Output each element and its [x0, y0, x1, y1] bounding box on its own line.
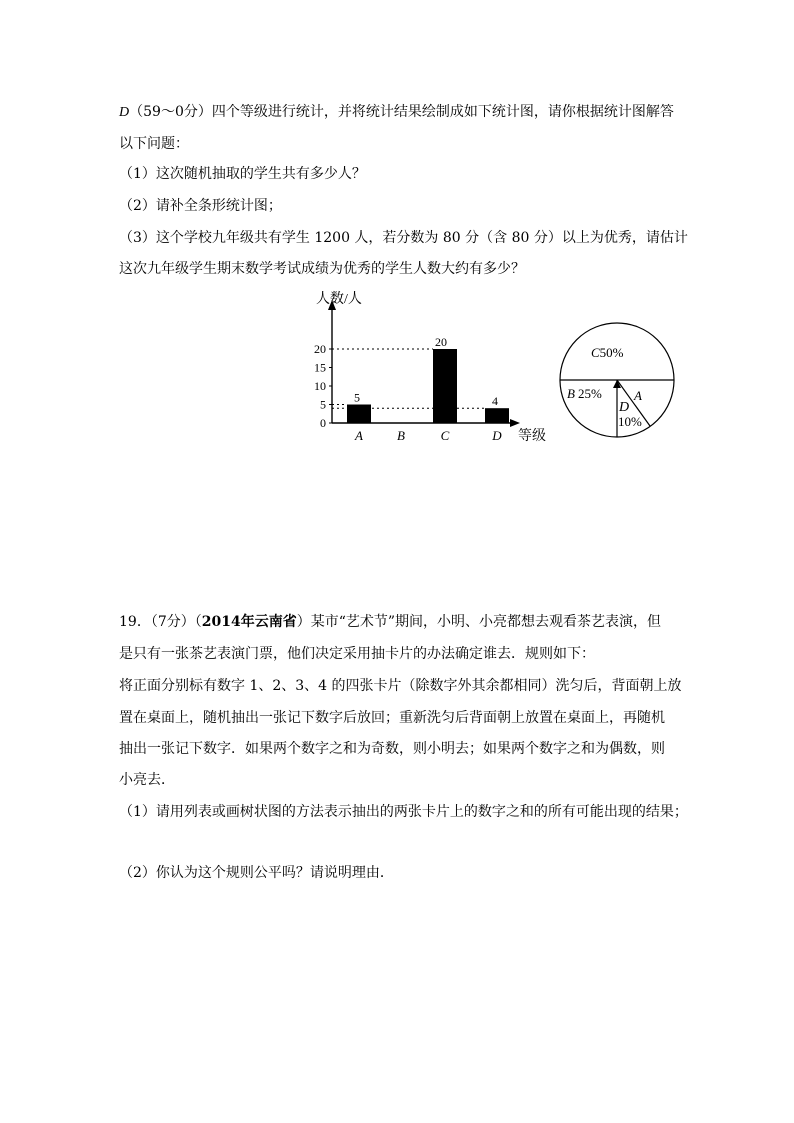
- q18-sub3-line1: （3）这个学校九年级共有学生 1200 人，若分数为 80 分（含 80 分）以上为优秀，请估计: [119, 230, 688, 246]
- q18-intro-line2: 以下问题：: [119, 136, 189, 152]
- statistics-figure-svg: [300, 286, 690, 448]
- q19-sub2: （2）你认为这个规则公平吗？请说明理由．: [119, 865, 394, 881]
- y-tick-label-10: 10: [314, 379, 326, 393]
- q19-source: 2014年云南省: [201, 614, 297, 630]
- x-category-label-A: A: [355, 428, 363, 443]
- q19-line2: 是只有一张茶艺表演门票，他们决定采用抽卡片的办法确定谁去．规则如下：: [119, 646, 595, 662]
- x-category-label-D: D: [492, 428, 502, 443]
- q18-sub3-line2: 这次九年级学生期末数学考试成绩为优秀的学生人数大约有多少？: [119, 261, 525, 277]
- bar-value-label-D: 4: [492, 394, 498, 409]
- q19-number: 19．（7分）（: [119, 614, 202, 630]
- q18-sub2: （2）请补全条形统计图；: [119, 198, 282, 214]
- pie-b-letter: B: [567, 386, 575, 401]
- q18-intro-line1: [119, 102, 674, 123]
- y-tick-label-0: 0: [320, 416, 326, 430]
- x-category-label-B: B: [397, 428, 405, 443]
- bar-value-label-C: 20: [435, 335, 447, 349]
- y-axis-label: 人数/人: [316, 292, 362, 307]
- statistics-figure: [300, 286, 690, 448]
- q18-sub1: （1）这次随机抽取的学生共有多少人？: [119, 166, 366, 182]
- pie-label-a: A: [634, 388, 642, 403]
- pie-label-d: D: [619, 400, 630, 415]
- y-tick-label-5: 5: [320, 397, 326, 412]
- x-category-label-C: C: [440, 428, 450, 443]
- pie-label-b: [567, 386, 602, 401]
- pie-chart: [560, 323, 674, 437]
- q19-line3: 将正面分别标有数字 1、2、3、4 的四张卡片（除数字外其余都相同）洗匀后，背面朝上放: [119, 678, 682, 694]
- x-axis-label: 等级: [518, 429, 546, 444]
- pie-c-letter: C: [591, 345, 600, 360]
- bar-A: [347, 405, 371, 424]
- q19-sub1: （1）请用列表或画树状图的方法表示抽出的两张卡片上的数字之和的所有可能出现的结果；: [119, 804, 688, 820]
- q19-line6: 小亮去．: [119, 772, 175, 788]
- q19-line4: 置在桌面上，随机抽出一张记下数字后放回；重新洗匀后背面朝上放置在桌面上，再随机: [119, 710, 665, 726]
- y-tick-label-15: 15: [314, 360, 326, 375]
- pie-b-percent: 25%: [577, 386, 602, 401]
- x-axis-arrow: [510, 419, 520, 427]
- y-tick-label-20: 20: [314, 342, 326, 356]
- bar-chart: [314, 290, 546, 444]
- q19-line1-text: ）某市“艺术节”期间，小明、小亮都想去观看茶艺表演，但: [296, 614, 662, 630]
- q19-line1: [119, 612, 661, 632]
- pie-c-percent: 50%: [599, 345, 624, 360]
- q19-line5: 抽出一张记下数字．如果两个数字之和为奇数，则小明去；如果两个数字之和为偶数，则: [119, 741, 665, 757]
- bar-C: [433, 349, 457, 423]
- pie-label-d-percent: 10%: [618, 414, 642, 429]
- bar-D: [485, 408, 509, 423]
- bar-value-label-A: 5: [354, 390, 360, 405]
- pie-label-c: [591, 345, 624, 360]
- grade-d-label: D: [119, 105, 130, 120]
- q18-intro-text: （59～0分）四个等级进行统计，并将统计结果绘制成如下统计图，请你根据统计图解答: [129, 104, 674, 120]
